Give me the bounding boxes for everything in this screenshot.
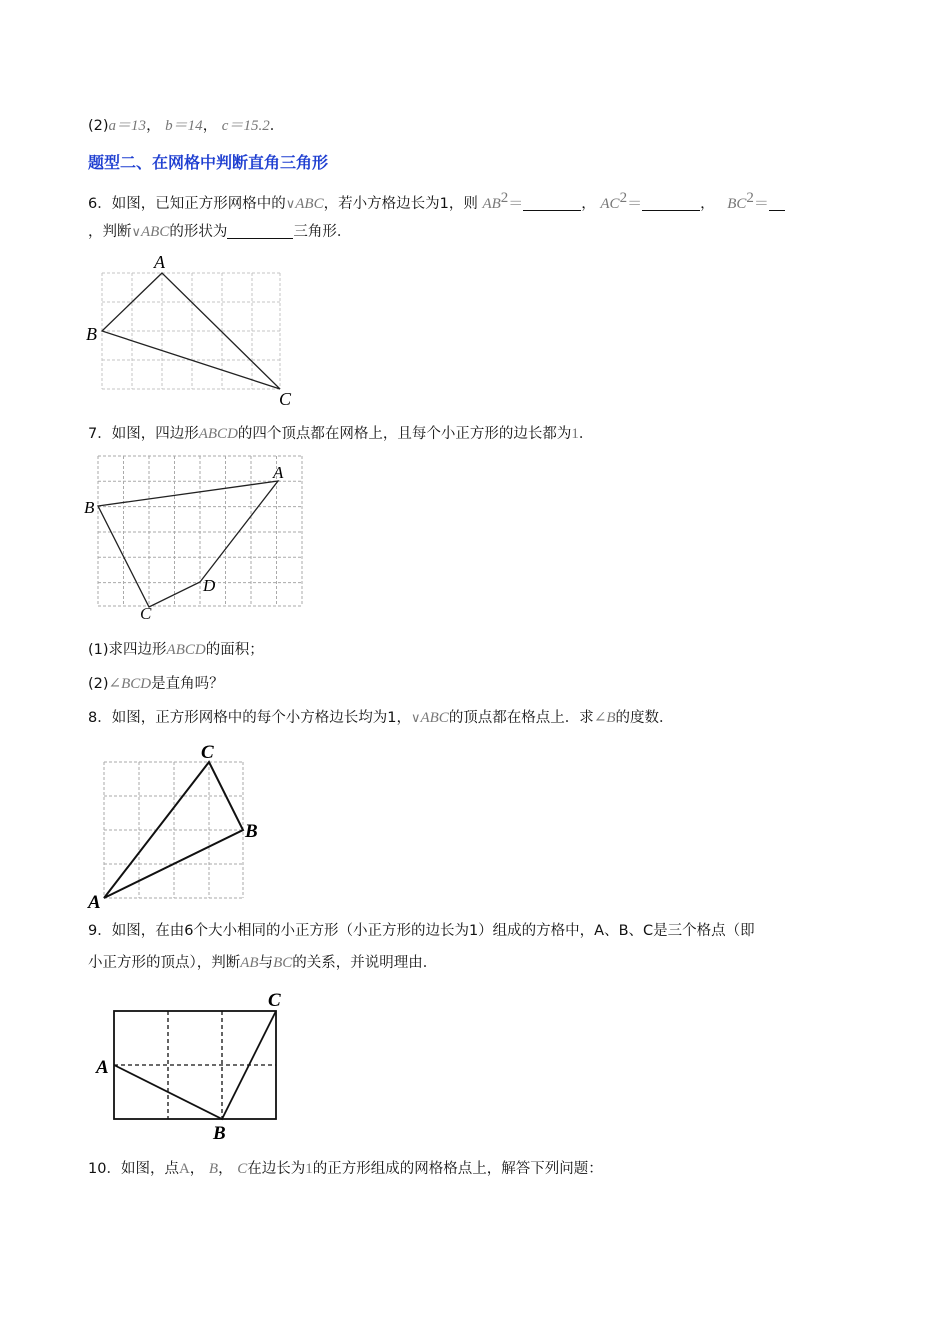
label-a: A — [154, 252, 165, 272]
unit-length: 1 — [571, 426, 579, 442]
q9-line2 — [88, 953, 437, 973]
q6-line2-prefix: ，判断 — [88, 224, 132, 240]
value-a: a＝13 — [108, 118, 147, 134]
label-d: D — [203, 576, 216, 595]
q9-line2-prefix: 小正方形的顶点），判断 — [88, 955, 241, 971]
item2-label: (2) — [88, 118, 109, 134]
separator: ， — [218, 1161, 233, 1177]
q7-line — [88, 424, 593, 444]
label-b: B — [84, 498, 95, 517]
equals: ＝ — [627, 195, 643, 212]
item2-line — [88, 116, 284, 136]
point-b: B — [208, 1161, 219, 1177]
q7-suffix: 的四个顶点都在网格上，且每个小正方形的边长都为 — [237, 426, 572, 442]
quad-name: ABCD — [198, 426, 238, 442]
q7-label-c: C — [140, 604, 152, 623]
ab-symbol: AB — [240, 955, 259, 971]
q8-figure — [84, 740, 274, 912]
q7-prefix: 7．如图，四边形 — [88, 426, 199, 442]
answer-blank-ab[interactable] — [523, 196, 581, 211]
answer-blank-ac[interactable] — [642, 196, 700, 211]
q8-end: 的度数． — [615, 710, 674, 726]
triangle-name: ABC — [420, 710, 449, 726]
q8-line — [88, 708, 674, 729]
q7-sub1-suffix: 的面积； — [205, 642, 264, 658]
q7-sub2-suffix: 是直角吗？ — [151, 676, 224, 692]
separator: ， — [146, 118, 161, 134]
point-a: A — [178, 1161, 190, 1177]
square-exponent: 2 — [500, 190, 509, 206]
grid — [102, 273, 280, 389]
period: ． — [578, 426, 594, 442]
label-b: B — [213, 1123, 226, 1144]
q7-sub1-prefix: (1)求四边形 — [88, 642, 167, 658]
value-c: c＝15.2 — [221, 118, 270, 134]
q9-with: 与 — [258, 955, 274, 971]
q6-mid: ，若小方格边长为1，则 — [323, 195, 478, 212]
q10-prefix: 10．如图，点 — [88, 1161, 179, 1177]
answer-blank-shape[interactable] — [227, 224, 293, 239]
separator: ， — [581, 195, 596, 212]
answer-blank-bc[interactable] — [769, 196, 785, 211]
q6-figure — [80, 248, 320, 413]
separator: ， — [202, 118, 218, 134]
q9-figure — [90, 986, 320, 1146]
q7-sub1 — [88, 640, 264, 660]
label-a: A — [96, 1057, 109, 1078]
separator: ， — [700, 195, 715, 212]
quad-name: ABCD — [166, 642, 206, 658]
q10-suffix: 的正方形组成的网格格点上，解答下列问题： — [312, 1161, 603, 1177]
triangle-name: ABC — [295, 195, 324, 212]
q10-mid: 在边长为 — [247, 1161, 306, 1177]
equals: ＝ — [508, 195, 524, 212]
grid — [104, 762, 243, 898]
triangle-symbol: ∨ — [131, 225, 142, 240]
q8-prefix: 8．如图，正方形网格中的每个小方格边长均为1， — [88, 710, 411, 726]
q7-sub2-prefix: (2) — [88, 676, 109, 692]
unit-length: 1 — [305, 1161, 313, 1177]
q6-line2-end: 三角形． — [293, 224, 352, 240]
point-c: C — [237, 1161, 248, 1177]
equals: ＝ — [753, 195, 769, 212]
angle-b: ∠B — [593, 710, 616, 726]
period: ． — [269, 118, 285, 134]
q6-line2 — [88, 222, 351, 243]
label-b: B — [86, 324, 97, 344]
label-a: A — [88, 892, 101, 912]
bc-symbol: BC — [273, 955, 293, 971]
q7-figure — [82, 450, 312, 615]
q6-line2-mid: 的形状为 — [169, 224, 228, 240]
q10-line — [88, 1159, 603, 1179]
section-title: 题型二、在网格中判断直角三角形 — [88, 153, 329, 172]
separator: ， — [189, 1161, 205, 1177]
q6-prefix: 6．如图，已知正方形网格中的 — [88, 195, 286, 212]
triangle-symbol: ∨ — [285, 196, 296, 212]
q9-line1 — [88, 921, 755, 941]
q9-line1-text: 9．如图，在由6个大小相同的小正方形（小正方形的边长为1）组成的方格中，A、B、C是三个格点（即 — [88, 923, 755, 939]
ac-symbol: AC — [600, 195, 620, 212]
q8-mid: 的顶点都在格点上．求 — [448, 710, 594, 726]
label-c: C — [279, 389, 292, 409]
value-b: b＝14 — [165, 118, 203, 134]
bc-symbol: BC — [727, 195, 747, 212]
label-b: B — [245, 821, 258, 842]
q6-line1 — [88, 188, 785, 215]
triangle-name: ABC — [141, 224, 170, 240]
grid — [98, 456, 302, 606]
triangle-symbol: ∨ — [410, 711, 421, 726]
grid — [114, 1011, 276, 1119]
angle-bcd: ∠BCD — [108, 676, 152, 692]
label-c: C — [268, 990, 281, 1011]
square-exponent: 2 — [746, 190, 754, 206]
q7-sub2 — [88, 674, 224, 694]
square-exponent: 2 — [619, 190, 628, 206]
label-a: A — [273, 463, 284, 482]
ab-symbol: AB — [482, 195, 501, 212]
label-c: C — [201, 742, 214, 763]
q9-line2-suffix: 的关系，并说明理由． — [292, 955, 438, 971]
